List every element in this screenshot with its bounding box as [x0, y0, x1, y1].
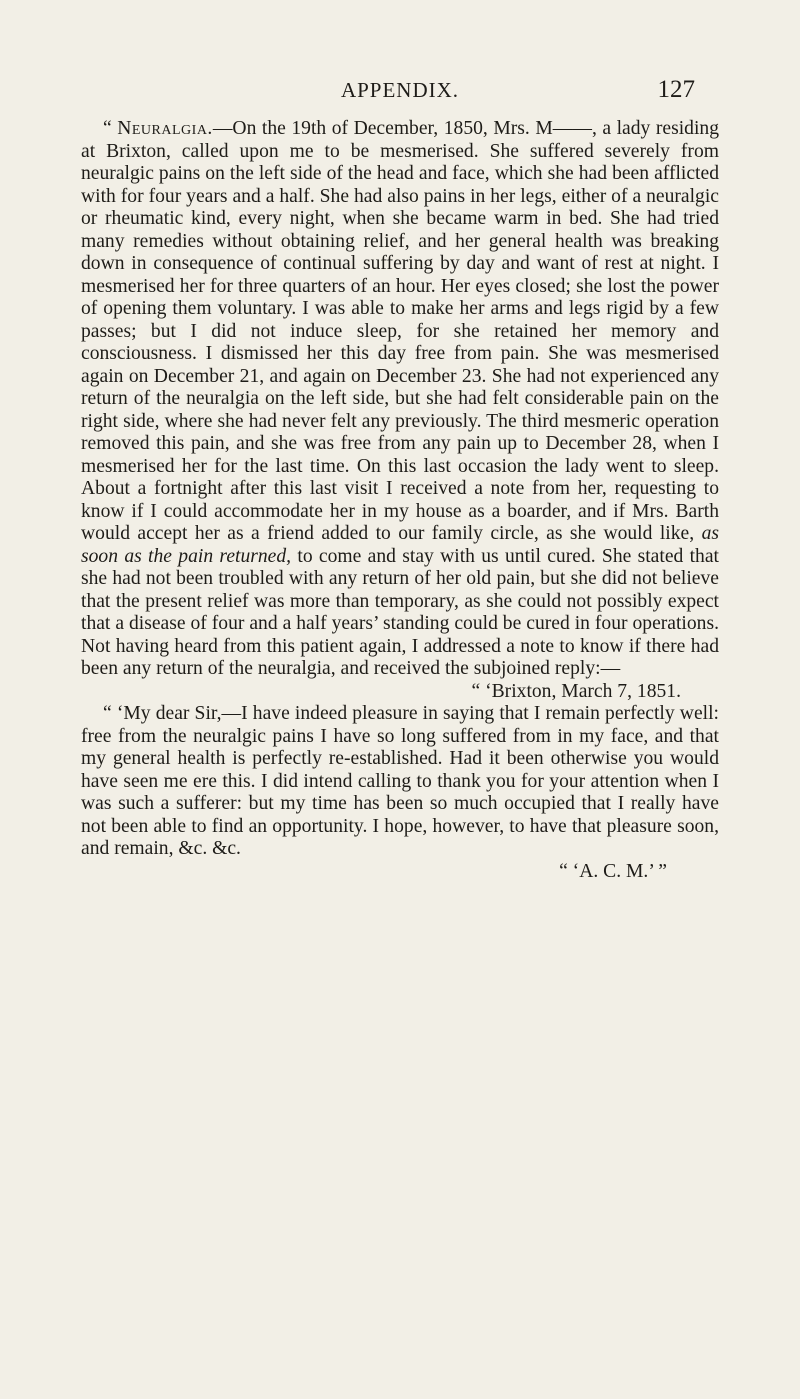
body-text — [81, 118, 719, 883]
paragraph-text: —On the 19th of December, 1850, Mrs. M——, a lady residing at Brixton, called upon me to be mesmerised. She suffered severely from neuralgic pains on the left side of the head and face, which she had been afflicted with for four years and a half. She had also pains in her legs, either of a neuralgic or rheumatic kind, every night, when she became warm in bed. She had tried many remedies without obtaining relief, and her general health was breaking down in consequence of continual suffering by day and want of rest at night. I mesmerised her for three quarters of an hour. Her eyes closed; she lost the power of opening them voluntary. I was able to make her arms and legs rigid by a few passes; but I did not induce sleep, for she retained her memory and consciousness. I dismissed her this day free from pain. She was mesmerised again on December 21, and again on December 23. She had not experienced any return of the neuralgia on the left side, but she had felt considerable pain on the right side, where she had never felt any previously. The third mesmeric operation removed this pain, and she was free from any pain up to December 28, when I mesmerised her for the last time. On this last occasion the lady went to sleep. About a fortnight after this last visit I received a note from her, requesting to know if I could accommodate her in my house as a boarder, and if Mrs. Barth would accept her as a friend added to our family circle, as she would like, — [81, 118, 719, 544]
case-paragraph — [81, 118, 719, 681]
running-head — [0, 78, 800, 118]
paragraph-text-continued: to come and stay with us until cured. She stated that she had not been troubled with any return of her old pain, but she did not believe that the present relief was more than temporary, as she could not possibly expect that a disease of four and a half years’ standing could be cured in four operations. Not having heard from this patient again, I addressed a note to know if there had been any return of the neuralgia, and received the subjoined reply:— — [81, 545, 719, 679]
letter-paragraph: “ ‘My dear Sir,—I have indeed pleasure in saying that I remain perfectly well: free from the neuralgic pains I have so long suffered from in my face, and that my general health is perfectly re-established. Had it been otherwise you would have seen me ere this. I did intend calling to thank you for your attention when I was such a sufferer: but my time has been so much occupied that I really have not been able to find an opportunity. I hope, however, to have that pleasure soon, and remain, &c. &c. — [81, 703, 719, 859]
section-heading: Neuralgia. — [117, 118, 213, 139]
italic-phrase: as soon as the pain returned, — [81, 523, 719, 567]
letter-dateline: “ ‘Brixton, March 7, 1851. — [471, 680, 681, 702]
letter-signature: “ ‘A. C. M.’ ” — [559, 860, 667, 882]
page-number: 127 — [657, 76, 695, 103]
running-title: APPENDIX. — [340, 78, 460, 102]
opening-quote: “ — [103, 118, 118, 139]
